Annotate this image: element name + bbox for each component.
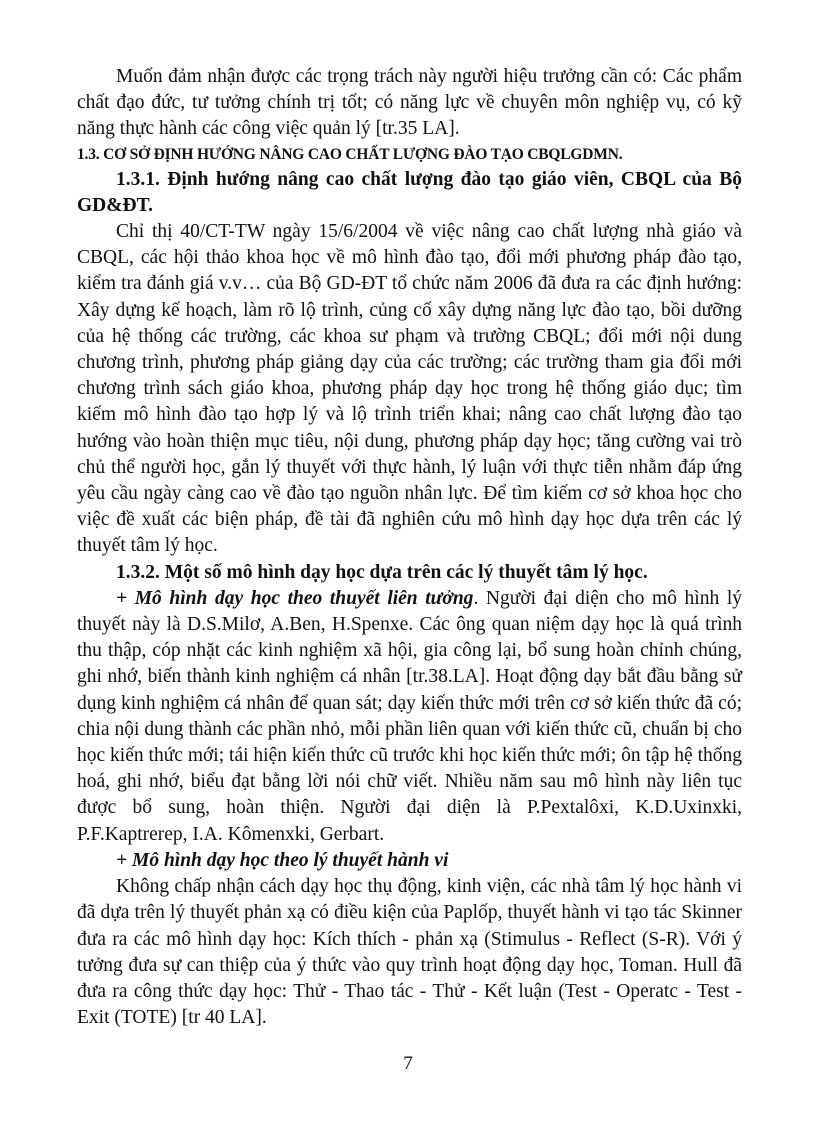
paragraph-principal-qualities: Muốn đảm nhận được các trọng trách này người hiệu trưởng cần có: Các phẩm chất đạo đức, tư tưởng chính trị tốt; có năng lực về chuyên môn nghiệp vụ, có kỹ năng thực hành các công việc quản lý [tr.35 LA]. — [77, 66, 742, 140]
section-heading-1-3: 1.3. CƠ SỞ ĐỊNH HƯỚNG NÂNG CAO CHẤT LƯỢNG ĐÀO TẠO CBQLGDMN. — [77, 145, 623, 163]
subsection-heading-1-3-1: 1.3.1. Định hướng nâng cao chất lượng đào tạo giáo viên, CBQL của Bộ GD&ĐT. — [77, 168, 742, 216]
paragraph-behavior-model: Không chấp nhận cách dạy học thụ động, kinh viện, các nhà tâm lý học hành vi đã dựa trên lý thuyết phản xạ có điều kiện của Paplốp, thuyết hành vi tạo tác Skinner đưa ra các mô hình dạy học: Kích thích - phản xạ (Stimulus - Reflect (S-R). Với ý tưởng đưa sự can thiệp của ý thức vào quy trình hoạt động dạy học, Toman. Hull đã đưa ra công thức dạy học: Thử - Thao tác - Thử - Kết luận (Test - Operatc - Test - Exit (TOTE) [tr 40 LA]. — [77, 876, 742, 1029]
paragraph-directive-40: Chỉ thị 40/CT-TW ngày 15/6/2004 về việc nâng cao chất lượng nhà giáo và CBQL, các hội thảo khoa học về mô hình đào tạo, đổi mới phương pháp đào tạo, kiểm tra đánh giá v.v… của Bộ GD-ĐT tổ chức năm 2006 đã đưa ra các định hướng: Xây dựng kế hoạch, làm rõ lộ trình, củng cố xây dựng năng lực đào tạo, bồi dưỡng của hệ thống các trường, các khoa sư phạm và trường CBQL; đổi mới nội dung chương trình, phương pháp giảng dạy của các trường; các trường tham gia đổi mới chương trình sách giáo khoa, phương pháp dạy học trong hệ thống giáo dục; tìm kiếm mô hình đào tạo hợp lý và lộ trình triển khai; nâng cao chất lượng đào tạo hướng vào hoàn thiện mục tiêu, nội dung, phương pháp dạy học; tăng cường vai trò chủ thể người học, gắn lý thuyết với thực hành, lý luận với thực tiễn nhằm đáp ứng yêu cầu ngày càng cao về đào tạo nguồn nhân lực. Để tìm kiếm cơ sở khoa học cho việc đề xuất các biện pháp, đề tài đã nghiên cứu mô hình dạy học dựa trên các lý thuyết tâm lý học. — [77, 221, 742, 557]
document-page — [77, 64, 742, 1031]
page-number: 7 — [403, 1053, 413, 1074]
behavior-model-title: + Mô hình dạy học theo lý thuyết hành vi — [116, 849, 449, 871]
association-model-body: . Người đại diện cho mô hình lý thuyết này là D.S.Milơ, A.Ben, H.Spenxe. Các ông quan niệm dạy học là quá trình thu thập, cóp nhặt các kinh nghiệm xã hội, gia công lại, bổ sung hoàn chỉnh chúng, ghi nhớ, biến thành kinh nghiệm cá nhân [tr.38.LA]. Hoạt động dạy bắt đầu bằng sử dụng kinh nghiệm cá nhân để quan sát; dạy kiến thức mới trên cơ sở kiến thức đã có; chia nội dung thành các phần nhỏ, mỗi phần liên quan với kiến thức cũ, chuẩn bị cho học kiến thức mới; tái hiện kiến thức cũ trước khi học kiến thức mới; ôn tập hệ thống hoá, ghi nhớ, biểu đạt bằng lời nói chữ viết. Nhiều năm sau mô hình này liên tục được bổ sung, hoàn thiện. Người đại diện là P.Pextalôxi, K.D.Uxinxki, P.F.Kaptrerep, I.A. Kômenxki, Gerbart. — [77, 587, 743, 845]
association-model-title: + Mô hình dạy học theo thuyết liên tưởng — [116, 587, 474, 609]
subsection-heading-1-3-2: 1.3.2. Một số mô hình dạy học dựa trên các lý thuyết tâm lý học. — [116, 561, 648, 583]
paragraph-association-model — [77, 586, 742, 848]
